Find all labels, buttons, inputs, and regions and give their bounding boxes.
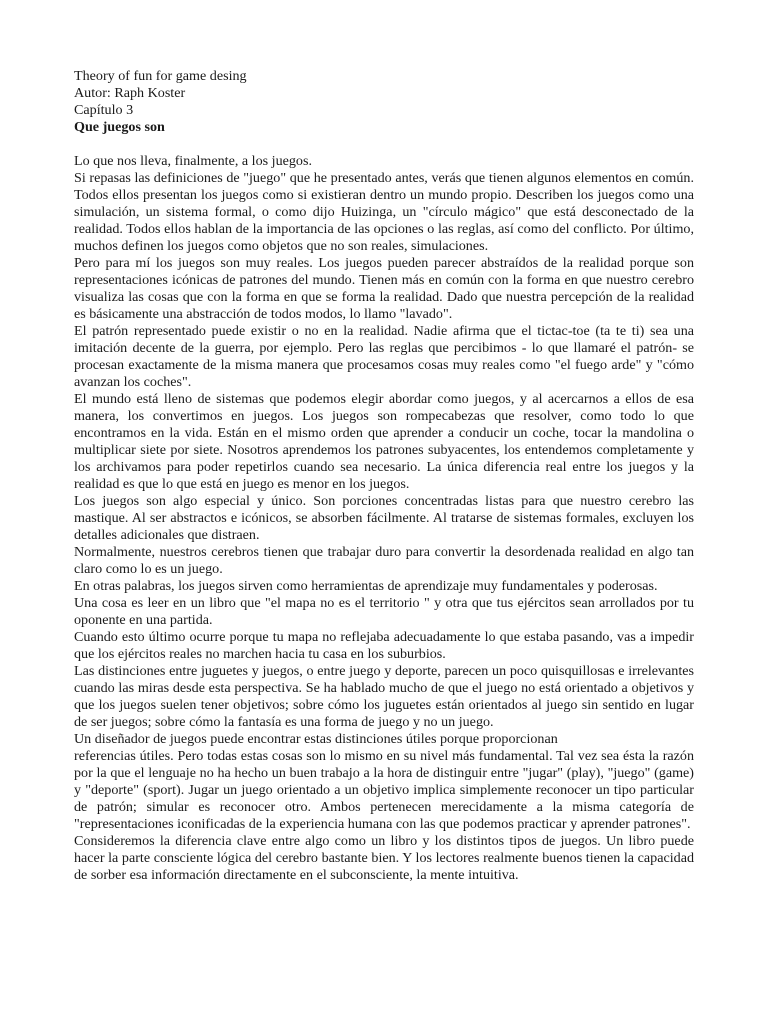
- book-title: Theory of fun for game desing: [74, 68, 247, 84]
- document-page: [74, 68, 694, 884]
- header-spacer: [74, 136, 694, 153]
- author-line: Autor: Raph Koster: [74, 85, 186, 101]
- paragraph: referencias útiles. Pero todas estas cosas son lo mismo en su nivel más fundamental. Tal vez sea ésta la razón por la que el lenguaje no ha hecho un buen trabajo a la hora de distinguir entre "jugar" (play), "juego" (game) y "deporte" (sport). Jugar un juego orientado a un objetivo implica simplemente reconocer un tipo particular de patrón; simular es reconocer otro. Ambos pertenecen merecidamente a la misma categoría de "representaciones iconificadas de la experiencia humana con las que podemos practicar y aprender patrones".: [74, 748, 694, 832]
- chapter-title: Que juegos son: [74, 119, 165, 135]
- paragraph: Cuando esto último ocurre porque tu mapa no reflejaba adecuadamente lo que estaba pasando, vas a impedir que los ejércitos reales no marchen hacia tu casa en los suburbios.: [74, 629, 694, 662]
- paragraph: El mundo está lleno de sistemas que podemos elegir abordar como juegos, y al acercarnos a ellos de esa manera, los convertimos en juegos. Los juegos son rompecabezas que resolver, como todo lo que encontramos en la vida. Están en el mismo orden que aprender a conducir un coche, tocar la mandolina o multiplicar siete por siete. Nosotros aprendemos los patrones subyacentes, los entendemos completamente y los archivamos para poder repetirlos cuando sea necesario. La única diferencia real entre los juegos y la realidad es que lo que está en juego es menor en los juegos.: [74, 391, 694, 492]
- paragraph: Pero para mí los juegos son muy reales. Los juegos pueden parecer abstraídos de la realidad porque son representaciones icónicas de patrones del mundo. Tienen más en común con la forma en que nuestro cerebro visualiza las cosas que con la forma en que se forma la realidad. Dado que nuestra percepción de la realidad es básicamente una abstracción de todos modos, lo llamo "lavado".: [74, 255, 694, 322]
- paragraph: Normalmente, nuestros cerebros tienen que trabajar duro para convertir la desordenada realidad en algo tan claro como lo es un juego.: [74, 544, 694, 577]
- paragraph: Lo que nos lleva, finalmente, a los juegos.: [74, 153, 312, 169]
- paragraph: Una cosa es leer en un libro que "el mapa no es el territorio " y otra que tus ejércitos sean arrollados por tu oponente en una partida.: [74, 595, 694, 628]
- paragraph: El patrón representado puede existir o no en la realidad. Nadie afirma que el tictac-toe (ta te ti) sea una imitación decente de la guerra, por ejemplo. Pero las reglas que percibimos - lo que llamaré el patrón- se procesan exactamente de la misma manera que procesamos cosas muy reales como "el fuego arde" y "cómo avanzan los coches".: [74, 323, 694, 390]
- paragraph: Consideremos la diferencia clave entre algo como un libro y los distintos tipos de juegos. Un libro puede hacer la parte consciente lógica del cerebro bastante bien. Y los lectores realmente buenos tienen la capacidad de sorber esa información directamente en el subconsciente, la mente intuitiva.: [74, 833, 694, 883]
- paragraph: Los juegos son algo especial y único. Son porciones concentradas listas para que nuestro cerebro las mastique. Al ser abstractos e icónicos, se absorben fácilmente. Al tratarse de sistemas formales, excluyen los detalles adicionales que distraen.: [74, 493, 694, 543]
- paragraph: Un diseñador de juegos puede encontrar estas distinciones útiles porque proporcionan: [74, 731, 558, 747]
- chapter-number: Capítulo 3: [74, 102, 134, 118]
- paragraph: En otras palabras, los juegos sirven como herramientas de aprendizaje muy fundamentales y poderosas.: [74, 578, 658, 594]
- paragraph: Si repasas las definiciones de "juego" que he presentado antes, verás que tienen algunos elementos en común. Todos ellos presentan los juegos como si existieran dentro un mundo propio. Describen los juegos como una simulación, un sistema formal, o como dijo Huizinga, un "círculo mágico" que está desconectado de la realidad. Todos ellos hablan de la importancia de las opciones o las reglas, así como del conflicto. Por último, muchos definen los juegos como objetos que no son reales, simulaciones.: [74, 170, 694, 254]
- paragraph: Las distinciones entre juguetes y juegos, o entre juego y deporte, parecen un poco quisquillosas e irrelevantes cuando las miras desde esta perspectiva. Se ha hablado mucho de que el juego no está orientado a objetivos y que los juegos suelen tener objetivos; sobre cómo los juguetes están orientados al juego sin sentido en lugar de ser juegos; sobre cómo la fantasía es una forma de juego y no un juego.: [74, 663, 694, 730]
